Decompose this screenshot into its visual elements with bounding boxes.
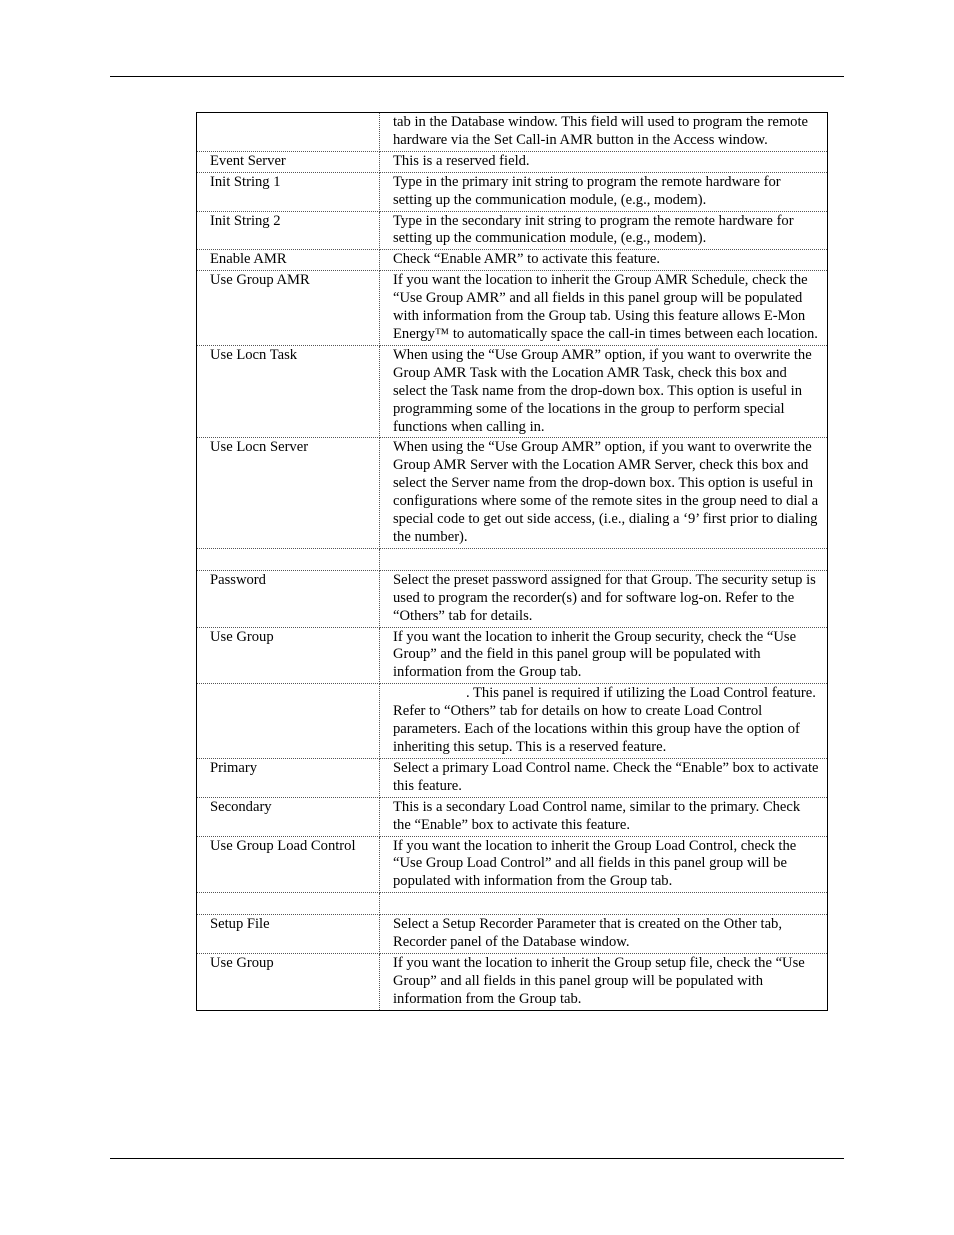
field-description-cell: If you want the location to inherit the Group Load Control, check the “Use Group Load Control” and all fields in this panel group will be populated with information from the Group tab. xyxy=(380,836,828,893)
field-description-cell: If you want the location to inherit the Group security, check the “Use Group” and the field in this panel group will be populated with information from the Group tab. xyxy=(380,627,828,684)
field-name-cell: Use Group xyxy=(197,954,380,1011)
table-row xyxy=(197,797,828,836)
field-name-cell: Enable AMR xyxy=(197,250,380,271)
field-description-cell: Type in the primary init string to program the remote hardware for setting up the communication module, (e.g., modem). xyxy=(380,172,828,211)
field-name-cell: Primary xyxy=(197,758,380,797)
field-name-cell: Event Server xyxy=(197,151,380,172)
field-description-cell: Check “Enable AMR” to activate this feature. xyxy=(380,250,828,271)
field-description-cell: This is a reserved field. xyxy=(380,151,828,172)
table-row xyxy=(197,915,828,954)
table-row xyxy=(197,151,828,172)
field-name-cell: Use Group AMR xyxy=(197,271,380,346)
table-row xyxy=(197,570,828,627)
table-row xyxy=(197,548,828,570)
field-name-cell xyxy=(197,548,380,570)
field-name-cell: Use Locn Task xyxy=(197,345,380,438)
table-row xyxy=(197,172,828,211)
table-row xyxy=(197,271,828,346)
field-name-cell: Password xyxy=(197,570,380,627)
field-description-cell: Type in the secondary init string to program the remote hardware for setting up the communication module, (e.g., modem). xyxy=(380,211,828,250)
field-description-cell: If you want the location to inherit the Group AMR Schedule, check the “Use Group AMR” and all fields in this panel group will be populated with information from the Group tab. Using this feature allows E-Mon Energy™ to automatically space the call-in times between each location. xyxy=(380,271,828,346)
table-row xyxy=(197,954,828,1011)
table-row xyxy=(197,684,828,759)
field-description-cell: Select the preset password assigned for that Group. The security setup is used to program the recorder(s) and for software log-on. Refer to the “Others” tab for details. xyxy=(380,570,828,627)
field-name-cell: Init String 1 xyxy=(197,172,380,211)
field-description-cell: If you want the location to inherit the Group setup file, check the “Use Group” and all fields in this panel group will be populated with information from the Group tab. xyxy=(380,954,828,1011)
field-description-cell: This is a secondary Load Control name, similar to the primary. Check the “Enable” box to activate this feature. xyxy=(380,797,828,836)
table-row xyxy=(197,758,828,797)
table-row xyxy=(197,211,828,250)
field-description-cell xyxy=(380,893,828,915)
table-row xyxy=(197,438,828,548)
field-description-cell: Select a Setup Recorder Parameter that is created on the Other tab, Recorder panel of the Database window. xyxy=(380,915,828,954)
field-description-cell: When using the “Use Group AMR” option, if you want to overwrite the Group AMR Task with the Location AMR Task, check this box and select the Task name from the drop-down box. This option is useful in programming some of the locations in the group to perform special functions when calling in. xyxy=(380,345,828,438)
field-name-cell: Secondary xyxy=(197,797,380,836)
table-row xyxy=(197,250,828,271)
table-row xyxy=(197,893,828,915)
field-description-cell: tab in the Database window. This field will used to program the remote hardware via the Set Call-in AMR button in the Access window. xyxy=(380,113,828,152)
header-rule xyxy=(110,76,844,77)
field-description-cell: . This panel is required if utilizing the Load Control feature. Refer to “Others” tab for details on how to create Load Control parameters. Each of the locations within this group have the option of inheriting this setup. This is a reserved feature. xyxy=(380,684,828,759)
field-name-cell: Use Group Load Control xyxy=(197,836,380,893)
field-name-cell: Setup File xyxy=(197,915,380,954)
field-name-cell xyxy=(197,684,380,759)
table-row xyxy=(197,627,828,684)
table-row xyxy=(197,836,828,893)
field-name-cell: Use Group xyxy=(197,627,380,684)
footer-rule xyxy=(110,1158,844,1159)
field-description-cell xyxy=(380,548,828,570)
table-row xyxy=(197,113,828,152)
field-description-cell: When using the “Use Group AMR” option, if you want to overwrite the Group AMR Server with the Location AMR Server, check this box and select the Server name from the drop-down box. This option is useful in configurations where some of the remote sites in the group need to dial a special code to get out side access, (i.e., dialing a ‘9’ first prior to dialing the number). xyxy=(380,438,828,548)
field-definitions-table xyxy=(196,112,828,1011)
field-name-cell xyxy=(197,113,380,152)
field-name-cell: Init String 2 xyxy=(197,211,380,250)
field-description-cell: Select a primary Load Control name. Check the “Enable” box to activate this feature. xyxy=(380,758,828,797)
field-name-cell xyxy=(197,893,380,915)
field-name-cell: Use Locn Server xyxy=(197,438,380,548)
table-row xyxy=(197,345,828,438)
